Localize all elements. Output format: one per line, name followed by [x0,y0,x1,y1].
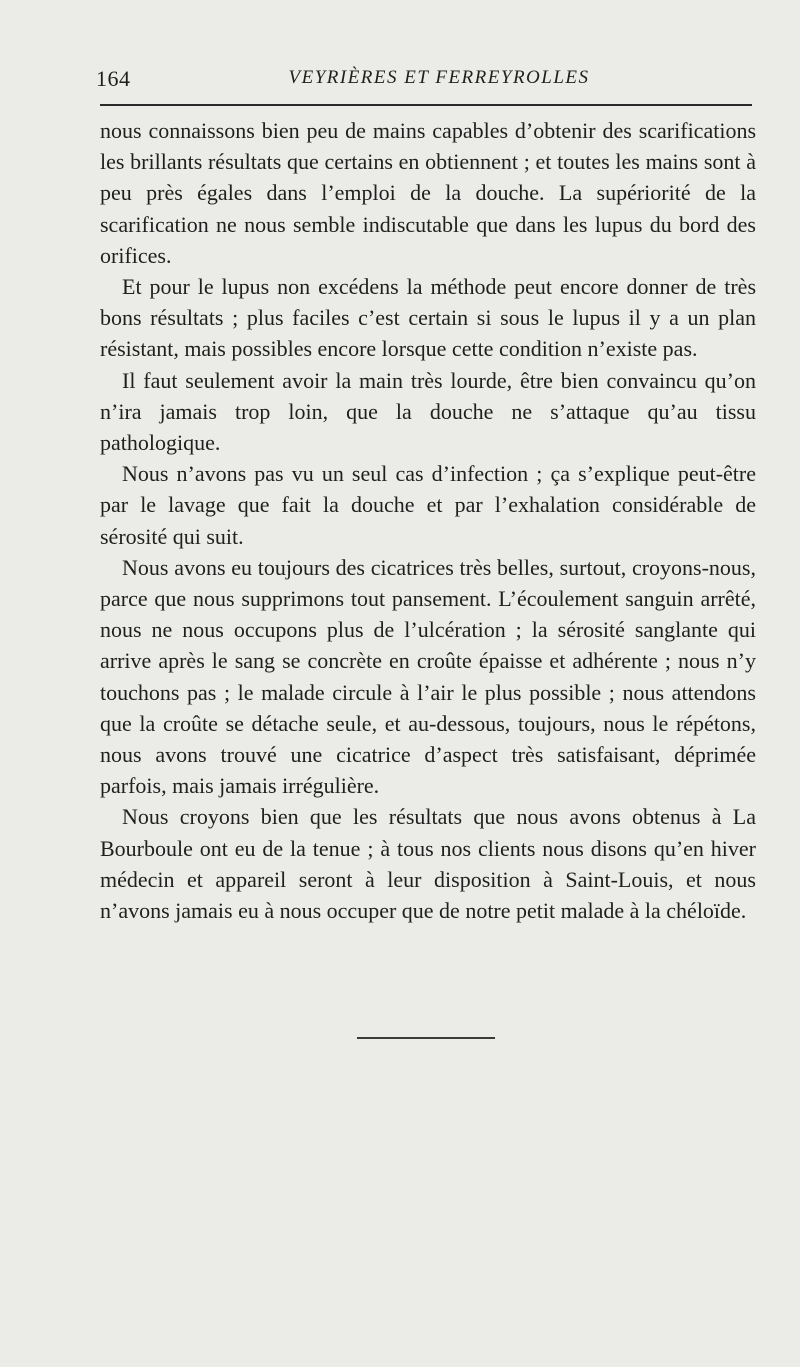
paragraph: nous connaissons bien peu de mains capables d’obtenir des scarifications les brillants résultats que certains en obtiennent ; et toutes les mains sont à peu près égales dans l’emploi de la douche. La supériorité de la scarification ne nous semble indiscutable que dans les lupus du bord des orifices. [100,118,756,268]
section-end-rule [357,1037,495,1039]
running-head: VEYRIÈRES ET FERREYROLLES [288,67,590,88]
paragraph: Il faut seulement avoir la main très lourde, être bien convaincu qu’on n’ira jamais trop loin, que la douche ne s’attaque qu’au tissu pathologique. [100,367,756,456]
page-number: 164 [96,66,131,91]
body-text [100,115,756,926]
paragraph: Et pour le lupus non excédens la méthode peut encore donner de très bons résultats ; plus faciles c’est certain si sous le lupus il y a un plan résistant, mais possibles encore lorsque cette condition n’existe pas. [100,274,756,362]
page-header [96,66,752,96]
paragraph: Nous croyons bien que les résultats que nous avons obtenus à La Bourboule ont eu de la tenue ; à tous nos clients nous disons qu’en hiver médecin et appareil seront à leur disposition à Saint-Louis, et nous n’avons jamais eu à nous occuper que de notre petit malade à la chéloïde. [100,804,756,924]
paragraph: Nous n’avons pas vu un seul cas d’infection ; ça s’explique peut-être par le lavage que fait la douche et par l’exhalation considérable de sérosité qui suit. [100,461,756,549]
header-rule [100,104,752,106]
paragraph: Nous avons eu toujours des cicatrices très belles, surtout, croyons-nous, parce que nous supprimons tout pansement. L’écoulement sanguin arrêté, nous ne nous occupons plus de l’ulcération ; la sérosité sanglante qui arrive après le sang se concrète en croûte épaisse et adhérente ; nous n’y touchons pas ; le malade circule à l’air le plus possible ; nous attendons que la croûte se détache seule, et au-dessous, toujours, nous le répétons, nous avons trouvé une cicatrice d’aspect très satisfaisant, déprimée parfois, mais jamais irrégulière. [100,554,756,799]
